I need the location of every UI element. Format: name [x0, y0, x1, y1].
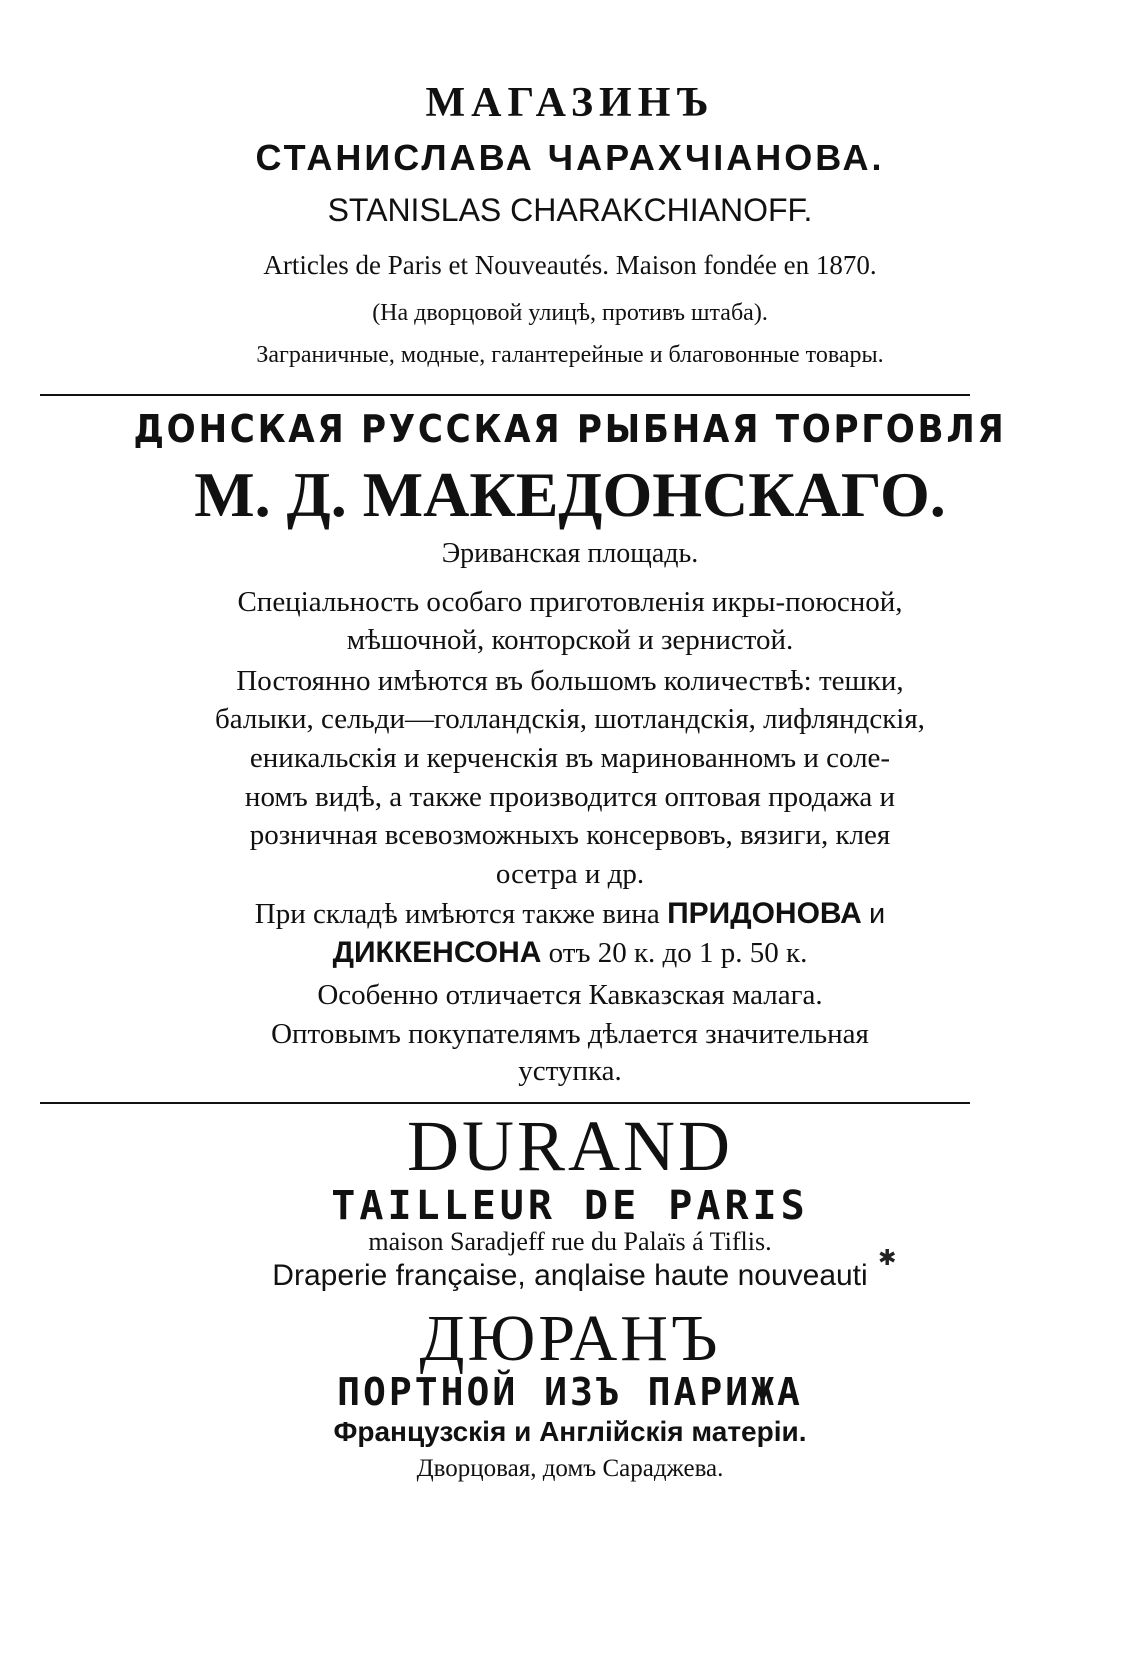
divider-1 [40, 394, 970, 396]
wine-line-1 [0, 899, 1140, 929]
discount-line-2: уступка. [518, 1055, 622, 1087]
shop-title: МАГАЗИНЪ [425, 80, 715, 126]
wine-brand-pridonov: ПРИДОНОВА [667, 897, 862, 930]
wine-line-1-suffix: и [869, 898, 886, 930]
articles-line: Articles de Paris et Nouveautés. Maison fondée en 1870. [263, 250, 877, 280]
body-line-2: мѣшочной, конторской и зернистой. [346, 624, 794, 656]
address-line: (На дворцовой улицѣ, противъ штаба). [372, 300, 768, 326]
discount-line-1: Оптовымъ покупателямъ дѣлается значительная [271, 1018, 869, 1050]
body-line-8: осетра и др. [495, 858, 645, 890]
wine-line-1-prefix: При складѣ имѣются также вина [254, 898, 660, 930]
body-line-3: Постоянно имѣются въ большомъ количествѣ: тешки, [236, 665, 904, 697]
wine-line-2 [0, 938, 1140, 968]
body-line-4: балыки, сельди—голландскія, шотландскія, лифляндскія, [215, 703, 925, 735]
durand-address: Дворцовая, домъ Сараджева. [416, 1455, 724, 1482]
owner-name-ru: СТАНИСЛАВА ЧАРАХЧІАНОВА. [255, 137, 885, 178]
durand-title-ru: ПОРТНОЙ ИЗЪ ПАРИЖА [337, 1370, 803, 1414]
durand-draperie: Draperie française, anqlaise haute nouveauti [272, 1259, 868, 1292]
body-line-1: Спеціальность особаго приготовленія икры-поюсной, [237, 586, 903, 618]
durand-maison: maison Saradjeff rue du Palaïs á Tiflis. [368, 1227, 772, 1256]
durand-name-fr: DURAND [406, 1106, 733, 1186]
body-line-7: розничная всевозможныхъ консервовъ, вязиги, клея [249, 819, 891, 851]
durand-materials: Французскія и Англійскія матеріи. [333, 1416, 807, 1447]
body-line-6: номъ видѣ, а также производится оптовая продажа и [244, 781, 896, 813]
owner-name-fr: STANISLAS CHARAKCHIANOFF. [327, 192, 813, 228]
fish-trade-headline: ДОНСКАЯ РУССКАЯ РЫБНАЯ ТОРГОВЛЯ [133, 407, 1007, 451]
malaga-line: Особенно отличается Кавказская малага. [317, 979, 823, 1011]
durand-name-ru: ДЮРАНЪ [419, 1302, 721, 1375]
wine-price: отъ 20 к. до 1 р. 50 к. [548, 937, 808, 969]
goods-line: Заграничные, модные, галантерейные и благовонные товары. [256, 342, 884, 368]
fish-trade-place: Эриванская площадь. [441, 538, 699, 569]
durand-title-fr: TAILLEUR DE PARIS [331, 1183, 809, 1229]
fish-trade-owner: М. Д. МАКЕДОНСКАГО. [194, 459, 946, 530]
scan-speck: ✱ [878, 1246, 897, 1271]
body-line-5: еникальскія и керченскія въ маринованномъ и соле- [249, 742, 891, 774]
wine-brand-dickenson: ДИККЕНСОНА [332, 936, 542, 969]
divider-2 [40, 1102, 970, 1104]
